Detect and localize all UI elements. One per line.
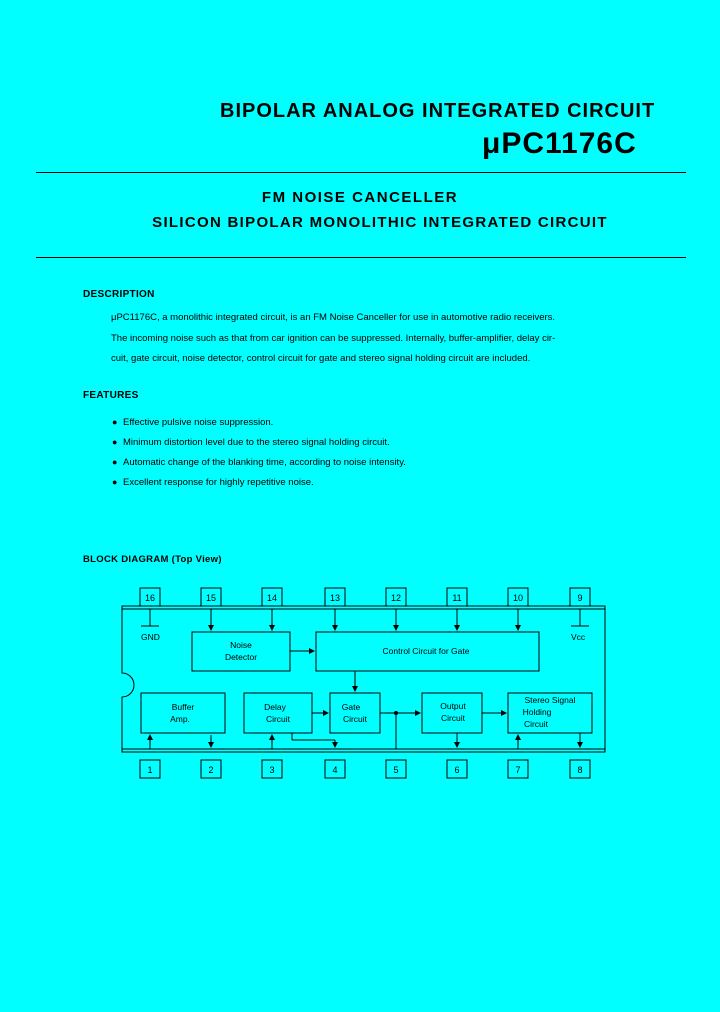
junction-dot <box>394 711 398 715</box>
bullet-icon: ● <box>112 437 118 447</box>
feature-item: ● Effective pulsive noise suppression. <box>112 412 406 432</box>
title-line-2: SILICON BIPOLAR MONOLITHIC INTEGRATED CIRCUIT <box>152 214 608 231</box>
part-number: μPC1176C <box>482 127 637 160</box>
buffer-amp-block <box>141 693 225 733</box>
stereo-holding-label-2: Holding <box>522 707 552 717</box>
bullet-icon: ● <box>112 417 118 427</box>
bullet-icon: ● <box>112 477 118 487</box>
buffer-amp-label-2: Amp. <box>170 714 190 724</box>
delay-circuit-block <box>244 693 312 733</box>
noise-detector-label-1: Noise <box>230 640 252 650</box>
description-line: The incoming noise such as that from car ignition can be suppressed. Internally, buffer-amplifier, delay cir- <box>111 332 556 344</box>
description-line: μPC1176C, a monolithic integrated circuit, is an FM Noise Canceller for use in automotive radio receivers. <box>111 312 556 323</box>
delay-circuit-label-2: Circuit <box>265 714 291 724</box>
header-category: BIPOLAR ANALOG INTEGRATED CIRCUIT <box>220 100 656 122</box>
feature-item: ● Excellent response for highly repetitive noise. <box>112 472 406 492</box>
buffer-amp-label-1: Buffer <box>171 702 195 712</box>
vcc-label: Vcc <box>571 632 586 642</box>
features-heading: FEATURES <box>83 390 139 401</box>
title-line-1: FM NOISE CANCELLER <box>261 189 459 206</box>
bottom-pin-label: 1 <box>147 765 153 775</box>
top-pin-label: 16 <box>144 593 156 603</box>
noise-detector-label-2: Detector <box>224 652 258 662</box>
gnd-label: GND <box>141 632 160 642</box>
output-circuit-label-1: Output <box>440 701 466 711</box>
control-circuit-label: Control Circuit for Gate <box>382 646 470 656</box>
description-line: cuit, gate circuit, noise detector, control circuit for gate and stereo signal holding circuit are included. <box>111 353 531 364</box>
delay-circuit-label-1: Delay <box>264 702 286 712</box>
bottom-pin-label: 8 <box>577 765 583 775</box>
block-diagram-heading: BLOCK DIAGRAM (Top View) <box>83 554 222 565</box>
top-pin-label: 14 <box>266 593 278 603</box>
gate-circuit-label-1: Gate <box>341 702 361 712</box>
bottom-pin-label: 4 <box>332 765 338 775</box>
gate-circuit-block <box>330 693 380 733</box>
bottom-pins <box>140 760 590 778</box>
gate-circuit-label-2: Circuit <box>342 714 368 724</box>
bullet-icon: ● <box>112 457 118 467</box>
feature-item: ● Automatic change of the blanking time, according to noise intensity. <box>112 452 406 472</box>
top-pin-label: 12 <box>390 593 402 603</box>
bottom-pin-label: 7 <box>515 765 521 775</box>
top-pin-label: 13 <box>329 593 341 603</box>
top-pin-label: 15 <box>205 593 217 603</box>
top-pin-label: 9 <box>577 593 583 603</box>
bottom-pin-label: 2 <box>208 765 214 775</box>
bottom-pin-label: 5 <box>393 765 399 775</box>
chip-body <box>122 606 605 752</box>
output-circuit-label-2: Circuit <box>440 713 466 723</box>
feature-item: ● Minimum distortion level due to the stereo signal holding circuit. <box>112 432 406 452</box>
top-pin-label: 10 <box>512 593 524 603</box>
stereo-holding-label-3: Circuit <box>523 719 549 729</box>
stereo-holding-label-1: Stereo Signal <box>524 695 576 705</box>
top-pins <box>140 588 590 606</box>
bottom-pin-label: 3 <box>269 765 275 775</box>
description-heading: DESCRIPTION <box>83 289 155 300</box>
top-pin-label: 11 <box>452 593 462 603</box>
bottom-pin-label: 6 <box>454 765 460 775</box>
